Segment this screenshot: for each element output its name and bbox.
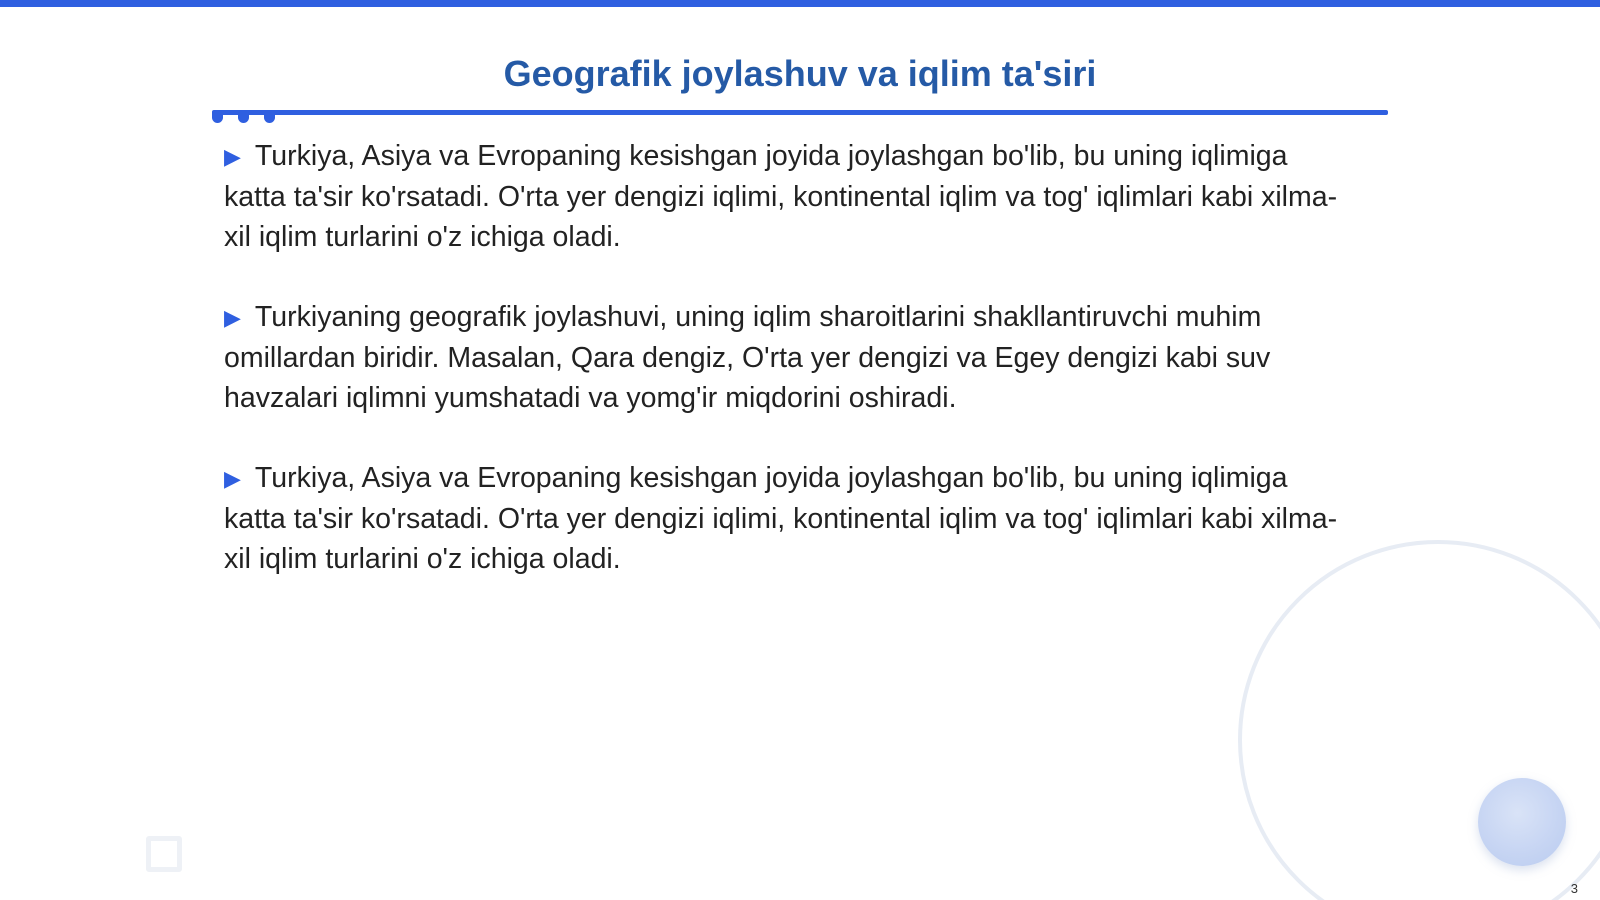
- top-accent-bar: [0, 0, 1600, 7]
- bullet-text-3: Turkiya, Asiya va Evropaning kesishgan joyida joylashgan bo'lib, bu uning iqlimiga katta ta'sir ko'rsatadi. O'rta yer dengizi iqlimi, kontinental iqlim va tog' iqlimlari kabi xilma-xil iqlim turlarini o'z ichiga oladi.: [224, 462, 1338, 575]
- triangle-right-icon: ▶: [224, 144, 241, 169]
- decorative-dot: [212, 112, 223, 123]
- bullet-paragraph-3: [224, 458, 1354, 579]
- decorative-dots: [212, 112, 292, 126]
- decorative-circle: [1478, 778, 1566, 866]
- page-number: 3: [1570, 881, 1578, 896]
- decorative-dot: [264, 112, 275, 123]
- decorative-dot: [238, 112, 249, 123]
- bullet-text-2: Turkiyaning geografik joylashuvi, uning iqlim sharoitlarini shakllantiruvchi muhim omillardan biridir. Masalan, Qara dengiz, O'rta yer dengizi va Egey dengizi kabi suv havzalari iqlimni yumshatadi va yomg'ir miqdorini oshiradi.: [224, 301, 1271, 414]
- triangle-right-icon: ▶: [224, 466, 241, 491]
- slide-title: Geografik joylashuv va iqlim ta'siri: [503, 53, 1097, 94]
- triangle-right-icon: ▶: [224, 305, 241, 330]
- bullet-text-1: Turkiya, Asiya va Evropaning kesishgan joyida joylashgan bo'lib, bu uning iqlimiga katta ta'sir ko'rsatadi. O'rta yer dengizi iqlimi, kontinental iqlim va tog' iqlimlari kabi xilma-xil iqlim turlarini o'z ichiga oladi.: [224, 140, 1338, 253]
- decorative-square: [146, 836, 182, 872]
- title-underline: [212, 110, 1388, 115]
- bullet-paragraph-2: [224, 297, 1354, 418]
- bullet-paragraph-1: [224, 136, 1354, 257]
- bullet-list: [224, 136, 1354, 619]
